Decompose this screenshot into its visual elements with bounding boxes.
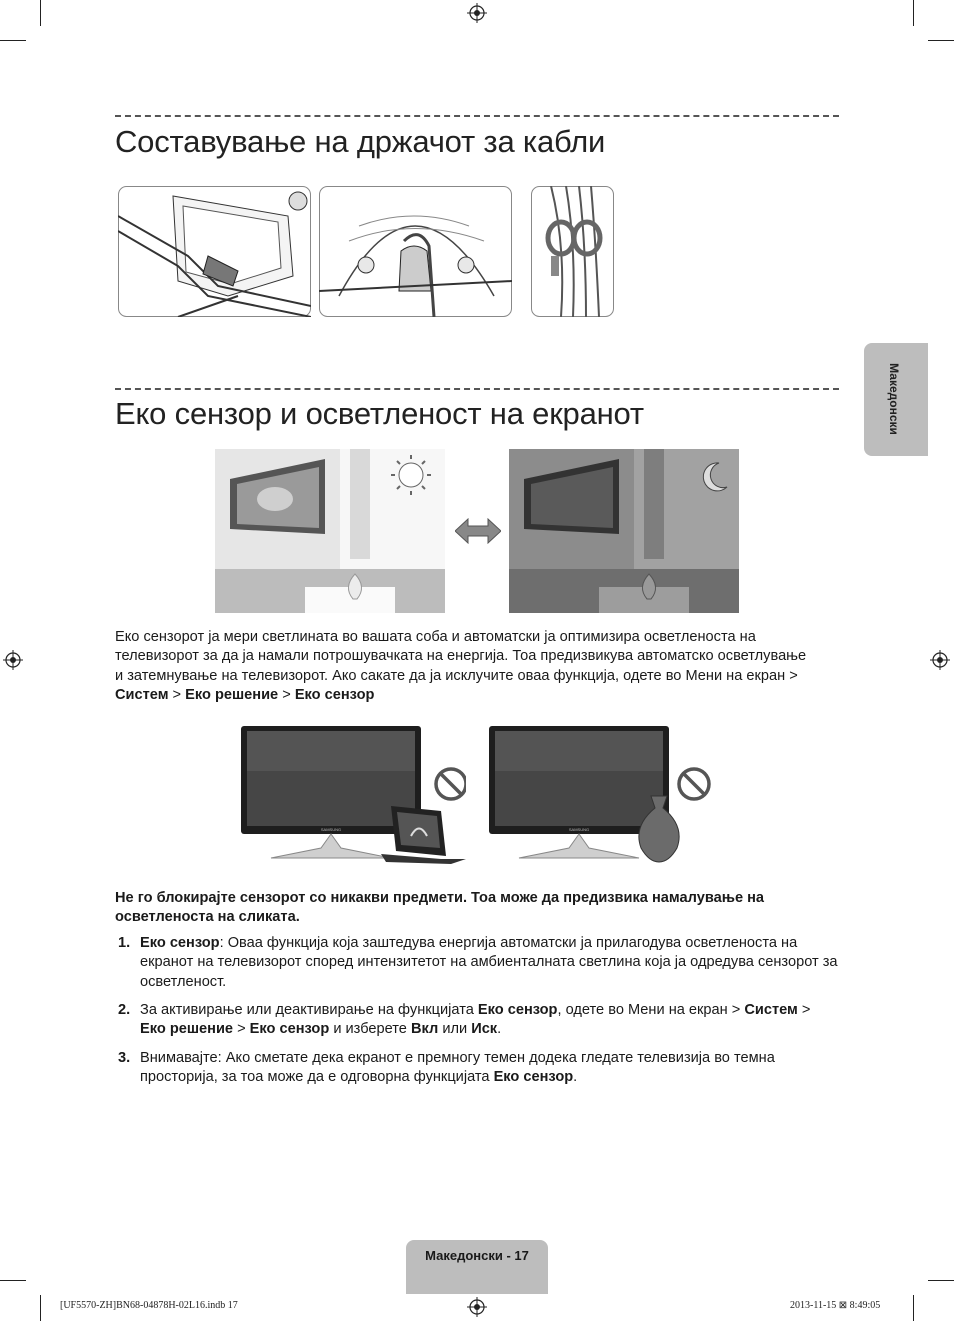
list-bold-term: Еко сензор xyxy=(140,935,220,951)
double-arrow-icon xyxy=(455,518,501,544)
section-title-eco-sensor: Еко сензор и осветленост на екранот xyxy=(115,396,644,431)
warning-text: Не го блокирајте сензорот со никакви предмети. Тоа може да предизвика намалување на осветленоста на сликата. xyxy=(115,890,765,926)
menu-path-system: Систем xyxy=(115,687,169,704)
language-side-tab xyxy=(864,343,928,456)
list-text xyxy=(140,934,840,992)
crop-mark xyxy=(913,0,914,26)
page-number-label: Македонски - 17 xyxy=(425,1248,529,1263)
list-body: : Оваа функција која заштедува енергија автоматски ја прилагодува осветленоста на екранот на телевизорот според интензитетот на амбиенталната светлина која ја одредува сензорот за осветленост. xyxy=(140,935,838,990)
cable-holder-illustration-3 xyxy=(531,186,614,317)
crop-mark xyxy=(913,1295,914,1321)
menu-path-eco-sensor: Еко сензор xyxy=(294,687,375,704)
crop-mark xyxy=(928,1280,954,1281)
tv-blocked-by-frame-image xyxy=(241,726,466,864)
crop-mark xyxy=(0,40,26,41)
menu-path-eco-solution: Еко решение xyxy=(185,687,279,704)
crop-mark xyxy=(928,40,954,41)
footer-timestamp: 2013-11-15 ⊠ 8:49:05 xyxy=(790,1300,881,1311)
list-text: За активирање или деактивирање на функцијата Еко сензор, одете во Мени на екран > Систем > Еко решение > Еко сензор и изберете Вкл или Иск. xyxy=(140,1002,811,1038)
description-text: Еко сензорот ја мери светлината во вашата соба и автоматски ја оптимизира осветленоста на телевизорот за да ја намали потрошувачката на енергија. Тоа предизвикува автоматско осветлување и затемнување на телевизорот. Ако сакате да ја исклучите оваа функција, одете во Мени на екран > xyxy=(115,629,807,684)
list-text: Внимавајте: Ако сметате дека екранот е премногу темен додека гледате телевизија во темна просторија, за тоа може да е одговорна функцијата Еко сензор. xyxy=(140,1050,775,1086)
registration-mark-icon xyxy=(3,650,23,670)
section-divider xyxy=(115,115,839,117)
crop-mark xyxy=(40,1295,41,1321)
cable-holder-illustration-1 xyxy=(118,186,311,317)
tv-brand-label: SAMSUNG xyxy=(568,827,590,832)
list-number: 3. xyxy=(118,1050,131,1066)
section-title-cable-holder: Составување на држачот за кабли xyxy=(115,124,606,159)
tv-brand-label: SAMSUNG xyxy=(320,827,342,832)
cable-holder-illustration-2 xyxy=(319,186,512,317)
registration-mark-icon xyxy=(467,3,487,23)
footer-file-info: [UF5570-ZH]BN68-04878H-02L16.indb 17 xyxy=(60,1300,238,1311)
crop-mark xyxy=(40,0,41,26)
registration-mark-icon xyxy=(930,650,950,670)
crop-mark xyxy=(0,1280,26,1281)
registration-mark-icon xyxy=(467,1297,487,1317)
list-number: 2. xyxy=(118,1002,131,1018)
list-number: 1. xyxy=(118,935,131,951)
language-tab-label: Македонски xyxy=(887,363,901,435)
tv-blocked-by-vase-image xyxy=(489,726,714,864)
eco-sensor-description: Еко сензорот ја мери светлината во вашата соба и автоматски ја оптимизира осветленоста на телевизорот за да ја намали потрошувачката на енергија. Тоа предизвикува автоматско осветлување и затемнување на телевизорот. Ако сакате да ја исклучите оваа функција, одете во Мени на екран > Систем > Еко решение > Еко сензор xyxy=(115,629,807,704)
page-number-box xyxy=(406,1240,548,1294)
bright-room-image xyxy=(215,449,445,613)
section-divider xyxy=(115,388,839,390)
dark-room-image xyxy=(509,449,739,613)
